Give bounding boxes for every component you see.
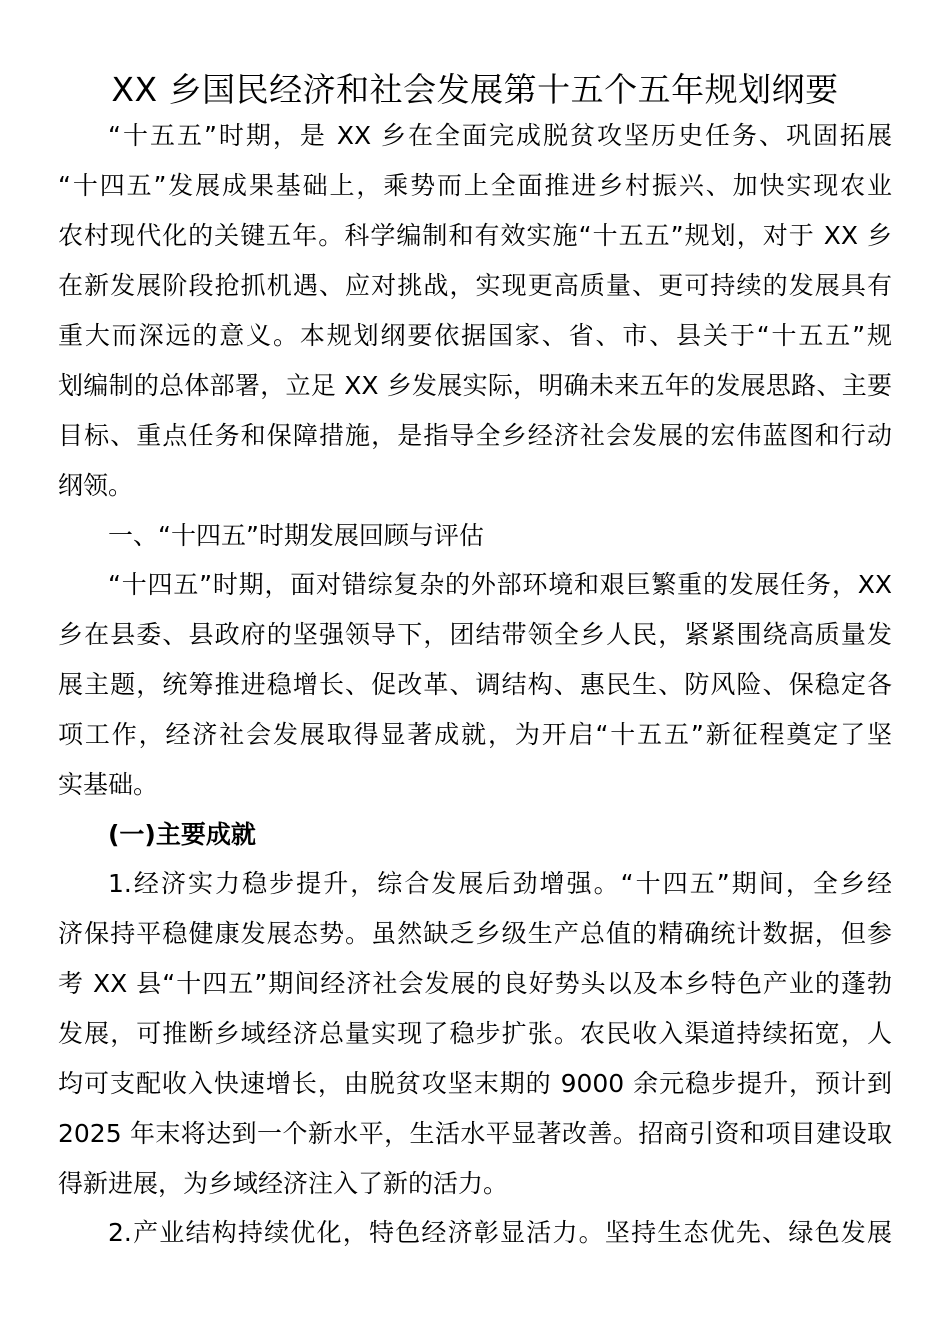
item-1-line-2: 济保持平稳健康发展态势。虽然缺乏乡级生产总值的精确统计数据，但参 (58, 919, 892, 948)
document-title: XX 乡国民经济和社会发展第十五个五年规划纲要 (111, 70, 839, 109)
intro-line-3: 农村现代化的关键五年。科学编制和有效实施“十五五”规划，对于 XX 乡 (58, 221, 892, 250)
intro-line-1: “十五五”时期，是 XX 乡在全面完成脱贫攻坚历史任务、巩固拓展 (108, 121, 892, 150)
intro-line-7: 目标、重点任务和保障措施，是指导全乡经济社会发展的宏伟蓝图和行动 (58, 421, 892, 450)
section-1-line-1: “十四五”时期，面对错综复杂的外部环境和艰巨繁重的发展任务，XX (108, 570, 892, 599)
item-1-line-5: 均可支配收入快速增长，由脱贫攻坚末期的 9000 余元稳步提升，预计到 (58, 1069, 892, 1098)
item-1-line-3: 考 XX 县“十四五”期间经济社会发展的良好势头以及本乡特色产业的蓬勃 (58, 969, 892, 998)
section-1-line-4: 项工作，经济社会发展取得显著成就，为开启“十五五”新征程奠定了坚 (58, 720, 892, 749)
item-1-line-6: 2025 年末将达到一个新水平，生活水平显著改善。招商引资和项目建设取 (58, 1119, 892, 1148)
section-1-line-5: 实基础。 (58, 770, 159, 799)
intro-line-6: 划编制的总体部署，立足 XX 乡发展实际，明确未来五年的发展思路、主要 (58, 371, 892, 400)
section-1-line-3: 展主题，统筹推进稳增长、促改革、调结构、惠民生、防风险、保稳定各 (58, 670, 892, 699)
intro-line-8: 纲领。 (58, 471, 134, 500)
intro-line-2: “十四五”发展成果基础上，乘势而上全面推进乡村振兴、加快实现农业 (58, 171, 892, 200)
section-1-heading: 一、“十四五”时期发展回顾与评估 (108, 521, 484, 550)
item-1-line-4: 发展，可推断乡域经济总量实现了稳步扩张。农民收入渠道持续拓宽，人 (58, 1019, 892, 1048)
intro-line-4: 在新发展阶段抢抓机遇、应对挑战，实现更高质量、更可持续的发展具有 (58, 271, 892, 300)
item-1-line-7: 得新进展，为乡域经济注入了新的活力。 (58, 1169, 509, 1198)
intro-line-5: 重大而深远的意义。本规划纲要依据国家、省、市、县关于“十五五”规 (58, 321, 892, 350)
section-1-line-2: 乡在县委、县政府的坚强领导下，团结带领全乡人民，紧紧围绕高质量发 (58, 620, 892, 649)
subsection-1-heading: (一)主要成就 (108, 820, 256, 849)
item-1-line-1: 1.经济实力稳步提升，综合发展后劲增强。“十四五”期间，全乡经 (108, 869, 892, 898)
item-2-line-1: 2.产业结构持续优化，特色经济彰显活力。坚持生态优先、绿色发展 (108, 1218, 892, 1247)
